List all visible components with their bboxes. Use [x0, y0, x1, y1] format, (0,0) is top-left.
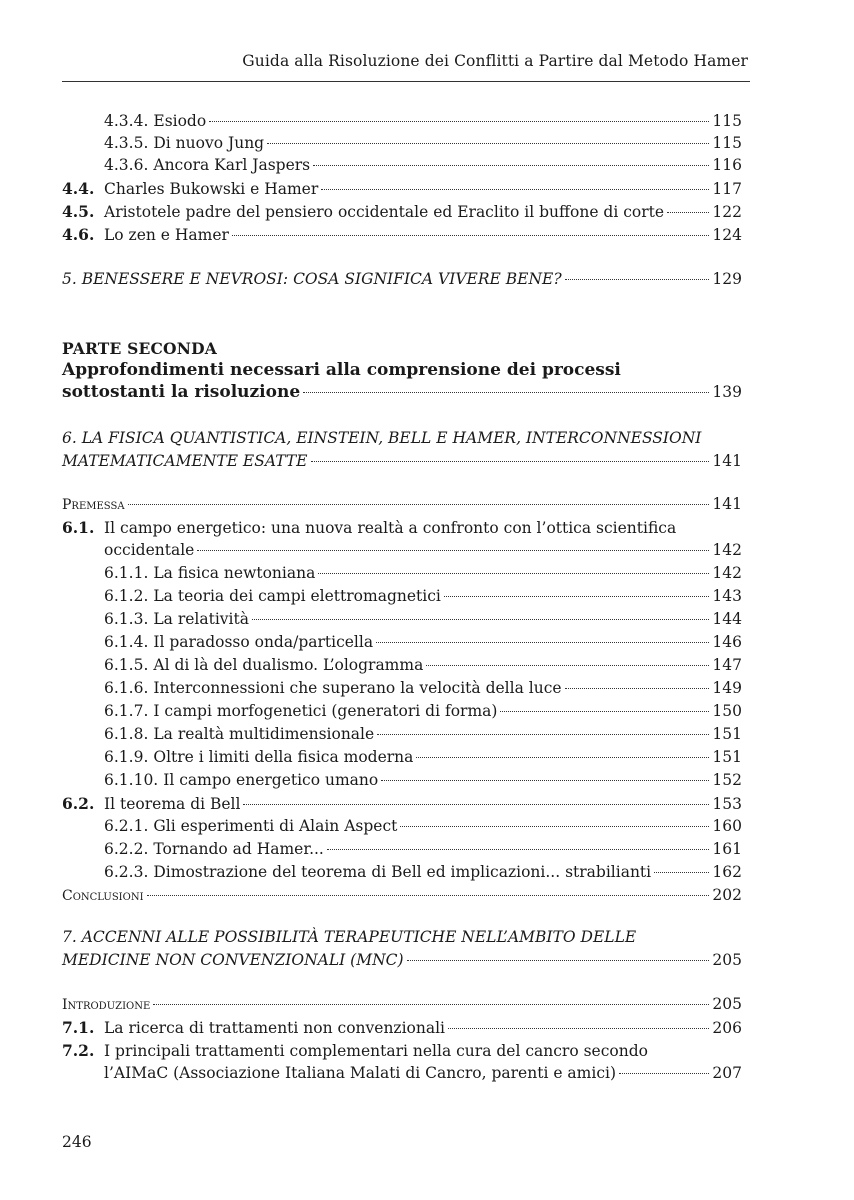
leader-dots: [381, 780, 709, 781]
toc-chapter-7: MEDICINE NON CONVENZIONALI (MNC) 205: [62, 951, 742, 969]
page-number: 144: [712, 610, 742, 628]
toc-entry-7-1: 7.1. La ricerca di trattamenti non convenzionali 206: [62, 1018, 742, 1037]
toc-chapter-7-line-1: 7. ACCENNI ALLE POSSIBILITÀ TERAPEUTICHE NELL’AMBITO DELLE: [62, 928, 637, 946]
page-number: 205: [712, 951, 742, 969]
page-number: 116: [712, 156, 742, 174]
page-number: 162: [712, 863, 742, 881]
toc-entry-6-1-5: 6.1.5. Al di là del dualismo. L’ologramma 147: [104, 656, 742, 674]
page-number: 141: [712, 452, 742, 470]
leader-dots: [654, 872, 709, 873]
page-number: 147: [712, 656, 742, 674]
toc-entry-6-1: occidentale 142: [104, 541, 742, 559]
page-number: 141: [712, 495, 742, 513]
toc-entry-6-1-6: 6.1.6. Interconnessioni che superano la velocità della luce 149: [104, 679, 742, 697]
toc-entry-6-1-9: 6.1.9. Oltre i limiti della fisica moderna 151: [104, 748, 742, 766]
toc-conclusioni: Conclusioni 202: [62, 886, 742, 904]
leader-dots: [252, 619, 709, 620]
leader-dots: [376, 642, 709, 643]
leader-dots: [565, 279, 710, 280]
leader-dots: [197, 550, 709, 551]
leader-dots: [321, 189, 709, 190]
toc-entry-7-2: l’AIMaC (Associazione Italiana Malati di Cancro, parenti e amici) 207: [104, 1064, 742, 1082]
toc-entry-4-3-5: 4.3.5. Di nuovo Jung 115: [104, 134, 742, 152]
page-number: 205: [712, 995, 742, 1013]
toc-entry-6-1-7: 6.1.7. I campi morfogenetici (generatori di forma) 150: [104, 702, 742, 720]
toc-entry-4-5: 4.5. Aristotele padre del pensiero occidentale ed Eraclito il buffone di corte 122: [62, 202, 742, 221]
leader-dots: [416, 757, 709, 758]
page-folio: 246: [62, 1133, 92, 1151]
page-number: 207: [712, 1064, 742, 1082]
page-number: 152: [712, 771, 742, 789]
page-number: 161: [712, 840, 742, 858]
leader-dots: [444, 596, 710, 597]
leader-dots: [667, 212, 709, 213]
leader-dots: [377, 734, 709, 735]
leader-dots: [147, 895, 710, 896]
toc-entry-4-4: 4.4. Charles Bukowski e Hamer 117: [62, 179, 742, 198]
leader-dots: [243, 804, 709, 805]
page-number: 139: [712, 383, 742, 401]
leader-dots: [313, 165, 709, 166]
toc-chapter-6: MATEMATICAMENTE ESATTE 141: [62, 452, 742, 470]
leader-dots: [500, 711, 709, 712]
leader-dots: [153, 1004, 709, 1005]
toc-entry-6-2-3: 6.2.3. Dimostrazione del teorema di Bell ed implicazioni... strabilianti 162: [104, 863, 742, 881]
leader-dots: [407, 960, 710, 961]
leader-dots: [128, 504, 710, 505]
part-label: PARTE SECONDA: [62, 339, 217, 358]
page-number: 206: [712, 1019, 742, 1037]
page-number: 153: [712, 795, 742, 813]
leader-dots: [232, 235, 709, 236]
toc-chapter-5: 5. BENESSERE E NEVROSI: COSA SIGNIFICA VIVERE BENE? 129: [62, 270, 742, 288]
page-number: 143: [712, 587, 742, 605]
page-number: 142: [712, 564, 742, 582]
toc-premessa: Premessa 141: [62, 495, 742, 513]
leader-dots: [318, 573, 709, 574]
page-number: 149: [712, 679, 742, 697]
leader-dots: [565, 688, 710, 689]
page-number: 202: [712, 886, 742, 904]
page-number: 124: [712, 226, 742, 244]
page-number: 117: [712, 180, 742, 198]
toc-entry-4-3-4: 4.3.4. Esiodo 115: [104, 112, 742, 130]
toc-entry-6-1-line-1: 6.1. Il campo energetico: una nuova realtà a confronto con l’ottica scientifica: [62, 518, 677, 537]
part-title-line-1: Approfondimenti necessari alla comprensione dei processi: [62, 360, 621, 380]
running-header: Guida alla Risoluzione dei Conflitti a Partire dal Metodo Hamer: [242, 52, 748, 70]
leader-dots: [448, 1028, 709, 1029]
leader-dots: [311, 461, 710, 462]
page-number: 115: [712, 134, 742, 152]
page-number: 160: [712, 817, 742, 835]
toc-entry-6-1-10: 6.1.10. Il campo energetico umano 152: [104, 771, 742, 789]
toc-entry-6-1-3: 6.1.3. La relatività 144: [104, 610, 742, 628]
page-number: 146: [712, 633, 742, 651]
leader-dots: [400, 826, 709, 827]
toc-entry-6-1-8: 6.1.8. La realtà multidimensionale 151: [104, 725, 742, 743]
toc-entry-7-2-line-1: 7.2. I principali trattamenti complementari nella cura del cancro secondo: [62, 1041, 648, 1060]
toc-entry-6-2: 6.2. Il teorema di Bell 153: [62, 794, 742, 813]
page-number: 150: [712, 702, 742, 720]
page-number: 151: [712, 725, 742, 743]
toc-entry-6-2-2: 6.2.2. Tornando ad Hamer... 161: [104, 840, 742, 858]
toc-entry-6-2-1: 6.2.1. Gli esperimenti di Alain Aspect 160: [104, 817, 742, 835]
page-number: 122: [712, 203, 742, 221]
toc-entry-6-1-1: 6.1.1. La fisica newtoniana 142: [104, 564, 742, 582]
leader-dots: [426, 665, 709, 666]
toc-entry-4-6: 4.6. Lo zen e Hamer 124: [62, 225, 742, 244]
header-rule: [62, 81, 750, 82]
toc-entry-6-1-4: 6.1.4. Il paradosso onda/particella 146: [104, 633, 742, 651]
page-number: 151: [712, 748, 742, 766]
toc-chapter-6-line-1: 6. LA FISICA QUANTISTICA, EINSTEIN, BELL E HAMER, INTERCONNESSIONI: [62, 429, 702, 447]
leader-dots: [267, 143, 709, 144]
toc-entry-6-1-2: 6.1.2. La teoria dei campi elettromagnetici 143: [104, 587, 742, 605]
page-number: 115: [712, 112, 742, 130]
part-title-line-2: sottostanti la risoluzione 139: [62, 382, 742, 402]
leader-dots: [303, 392, 709, 393]
leader-dots: [619, 1073, 709, 1074]
toc-introduzione: Introduzione 205: [62, 995, 742, 1013]
page-number: 129: [712, 270, 742, 288]
toc-entry-4-3-6: 4.3.6. Ancora Karl Jaspers 116: [104, 156, 742, 174]
leader-dots: [327, 849, 710, 850]
page-number: 142: [712, 541, 742, 559]
leader-dots: [209, 121, 709, 122]
